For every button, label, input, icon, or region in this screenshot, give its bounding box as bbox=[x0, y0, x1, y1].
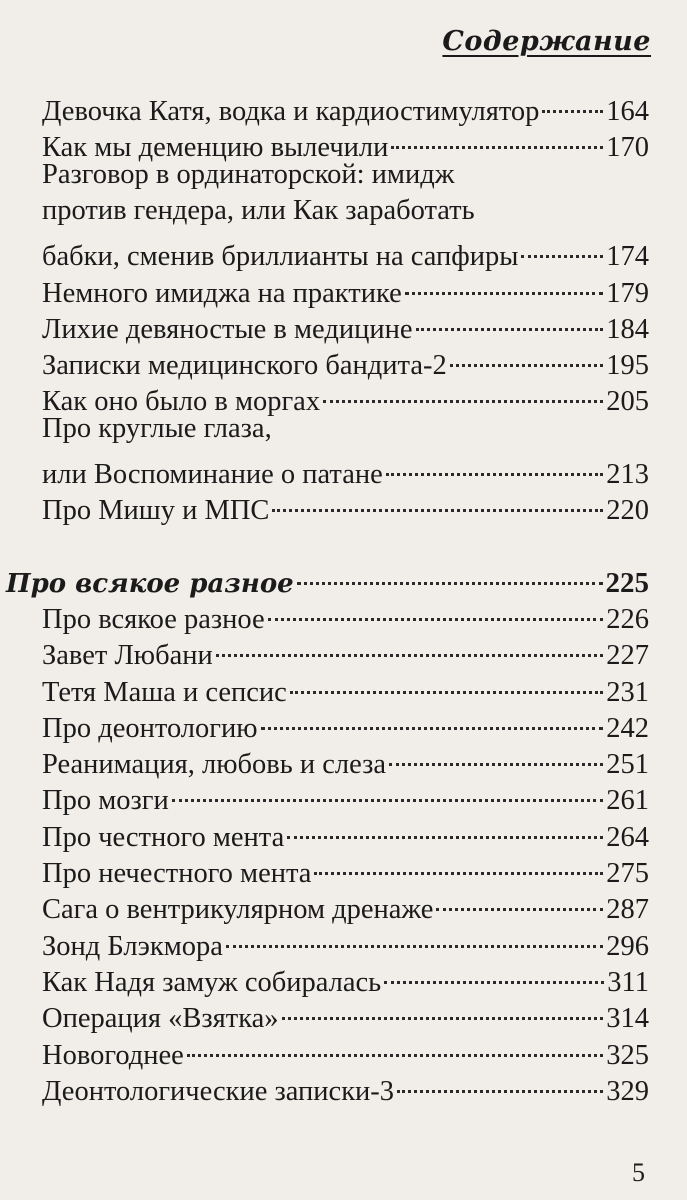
entry-title: или Воспоминание о патане bbox=[42, 458, 383, 490]
section-page-number: 225 bbox=[605, 566, 649, 599]
entry-title: Как оно было в моргах bbox=[42, 386, 321, 418]
dot-leader bbox=[261, 701, 604, 737]
entry-final-line bbox=[42, 810, 649, 853]
entry-page-number: 170 bbox=[606, 132, 649, 164]
dot-leader bbox=[450, 338, 604, 374]
entry-page-number: 226 bbox=[606, 603, 649, 635]
dot-leader bbox=[282, 991, 604, 1027]
entry-page-number: 220 bbox=[606, 495, 649, 527]
toc-entry bbox=[42, 157, 649, 272]
dot-leader bbox=[391, 120, 603, 156]
entry-title: Про мозги bbox=[42, 785, 169, 817]
entry-title-line: Про круглые глаза, bbox=[42, 412, 272, 444]
entry-page-number: 325 bbox=[606, 1039, 649, 1071]
entry-title: Как мы деменцию вылечили bbox=[42, 132, 389, 164]
entry-title: Про честного мента bbox=[42, 821, 285, 853]
entry-page-number: 242 bbox=[606, 712, 649, 744]
entry-title: Новогоднее bbox=[42, 1039, 184, 1071]
entry-page-number: 227 bbox=[606, 640, 649, 672]
entry-final-line bbox=[42, 991, 649, 1035]
toc-entry bbox=[42, 955, 649, 998]
toc-entry bbox=[42, 665, 649, 708]
entry-title: Деонтологические записки-3 bbox=[42, 1075, 395, 1107]
entry-final-line bbox=[42, 846, 649, 889]
toc-entry bbox=[42, 592, 649, 635]
toc-entry bbox=[42, 338, 649, 382]
entry-final-line bbox=[42, 773, 649, 817]
entry-title: Про Мишу и МПС bbox=[42, 495, 270, 527]
dot-leader bbox=[386, 447, 603, 483]
entry-title: Тетя Маша и сепсис bbox=[42, 676, 287, 708]
entry-title: Записки медицинского бандита-2 bbox=[42, 350, 447, 382]
entry-page-number: 251 bbox=[606, 749, 649, 781]
dot-leader bbox=[521, 229, 603, 265]
entry-page-number: 205 bbox=[606, 386, 649, 418]
entry-page-number: 287 bbox=[606, 894, 649, 926]
toc-entry bbox=[42, 1064, 649, 1107]
entry-final-line bbox=[42, 1028, 649, 1071]
entry-page-number: 261 bbox=[606, 785, 649, 817]
toc-entry bbox=[42, 919, 649, 962]
page-number: 5 bbox=[632, 1158, 645, 1187]
dot-leader bbox=[384, 955, 604, 991]
entry-title: бабки, сменив бриллианты на сапфиры bbox=[42, 240, 519, 272]
entry-title: Девочка Катя, водка и кардиостимулятор bbox=[42, 96, 540, 127]
dot-leader bbox=[405, 266, 603, 302]
entry-final-line bbox=[42, 84, 649, 127]
entry-page-number: 184 bbox=[606, 313, 649, 345]
dot-leader bbox=[436, 882, 603, 918]
entry-page-number: 296 bbox=[606, 930, 649, 962]
dot-leader bbox=[216, 628, 604, 664]
entry-final-line bbox=[42, 266, 649, 309]
toc-entry bbox=[42, 1028, 649, 1071]
entry-title: Про нечестного мента bbox=[42, 858, 312, 889]
entry-final-line bbox=[42, 592, 649, 635]
entry-title-line: против гендера, или Как заработать bbox=[42, 194, 475, 226]
entry-page-number: 311 bbox=[607, 966, 649, 998]
entry-title: Про деонтологию bbox=[42, 712, 258, 744]
entry-page-number: 174 bbox=[606, 240, 649, 272]
entry-final-line bbox=[42, 338, 649, 382]
section-line bbox=[6, 556, 649, 599]
entry-final-line bbox=[42, 919, 649, 962]
entry-title: Сага о вентрикулярном дренаже bbox=[42, 894, 434, 926]
entry-final-line bbox=[42, 374, 649, 418]
contents-header: Содержание bbox=[442, 26, 651, 57]
dot-leader bbox=[272, 483, 603, 519]
entry-final-line bbox=[42, 628, 649, 672]
toc-entry bbox=[42, 846, 649, 889]
entry-final-line bbox=[42, 229, 649, 272]
dot-leader bbox=[297, 556, 603, 592]
entry-page-number: 314 bbox=[606, 1003, 649, 1035]
entry-final-line bbox=[42, 302, 649, 345]
entry-title: Как Надя замуж собиралась bbox=[42, 966, 382, 998]
entry-final-line bbox=[42, 483, 649, 527]
entry-final-line bbox=[42, 701, 649, 744]
toc-entry bbox=[42, 266, 649, 309]
dot-leader bbox=[542, 84, 603, 120]
toc-entry bbox=[42, 302, 649, 345]
entry-final-line bbox=[42, 737, 649, 781]
dot-leader bbox=[314, 846, 603, 882]
dot-leader bbox=[172, 773, 604, 809]
entry-final-line bbox=[42, 447, 649, 490]
toc-entry bbox=[42, 810, 649, 853]
entry-page-number: 329 bbox=[606, 1075, 649, 1107]
entry-final-line bbox=[42, 1064, 649, 1107]
entry-page-number: 164 bbox=[606, 96, 649, 127]
entry-title: Зонд Блэкмора bbox=[42, 930, 223, 962]
entry-page-number: 179 bbox=[606, 277, 649, 309]
toc-entry bbox=[42, 120, 649, 164]
toc-entry bbox=[42, 411, 649, 490]
dot-leader bbox=[389, 737, 603, 773]
toc-entry bbox=[42, 84, 649, 127]
entry-title: Реанимация, любовь и слеза bbox=[42, 749, 386, 781]
entry-title: Про всякое разное bbox=[42, 603, 265, 635]
toc-entry bbox=[42, 882, 649, 926]
toc-entry bbox=[42, 374, 649, 418]
toc-entry bbox=[42, 737, 649, 781]
entry-title: Немного имиджа на практике bbox=[42, 277, 402, 309]
entry-page-number: 231 bbox=[606, 676, 649, 708]
toc-entry bbox=[42, 773, 649, 817]
dot-leader bbox=[397, 1064, 603, 1100]
dot-leader bbox=[287, 810, 603, 846]
toc-section-heading bbox=[6, 556, 649, 599]
entry-page-number: 195 bbox=[606, 350, 649, 382]
entry-title: Операция «Взятка» bbox=[42, 1003, 279, 1035]
toc-entry bbox=[42, 701, 649, 744]
dot-leader bbox=[290, 665, 603, 701]
section-title: Про всякое разное bbox=[6, 568, 294, 599]
entry-page-number: 275 bbox=[606, 858, 649, 889]
entry-page-number: 264 bbox=[606, 821, 649, 853]
entry-title: Лихие девяностые в медицине bbox=[42, 313, 413, 345]
dot-leader bbox=[323, 374, 603, 410]
entry-final-line bbox=[42, 120, 649, 164]
toc-entry bbox=[42, 628, 649, 672]
entry-final-line bbox=[42, 882, 649, 926]
entry-page-number: 213 bbox=[606, 458, 649, 490]
dot-leader bbox=[226, 919, 603, 955]
dot-leader bbox=[416, 302, 604, 338]
entry-final-line bbox=[42, 665, 649, 708]
entry-final-line bbox=[42, 955, 649, 998]
toc-entry bbox=[42, 483, 649, 527]
dot-leader bbox=[187, 1028, 603, 1064]
dot-leader bbox=[268, 592, 604, 628]
entry-title-line: Разговор в ординаторской: имидж bbox=[42, 158, 455, 190]
entry-title: Завет Любани bbox=[42, 640, 213, 672]
toc-entry bbox=[42, 991, 649, 1035]
